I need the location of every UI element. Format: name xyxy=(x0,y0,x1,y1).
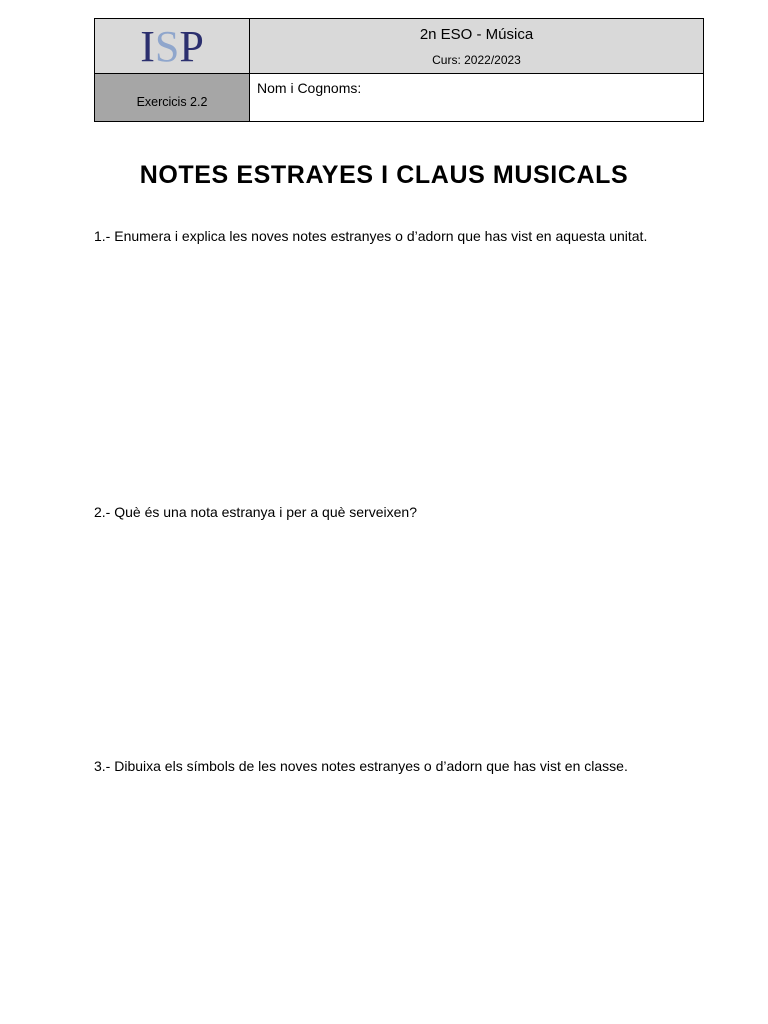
question-2: 2.- Què és una nota estranya i per a què serveixen? xyxy=(94,504,417,520)
name-label: Nom i Cognoms: xyxy=(257,80,362,96)
course-year: Curs: 2022/2023 xyxy=(432,53,521,67)
header-table xyxy=(94,18,704,122)
name-field[interactable] xyxy=(250,74,703,121)
question-1: 1.- Enumera i explica les noves notes estranyes o d’adorn que has vist en aquesta unitat. xyxy=(94,228,648,244)
course-cell xyxy=(250,19,703,74)
question-3: 3.- Dibuixa els símbols de les noves notes estranyes o d’adorn que has vist en classe. xyxy=(94,758,628,774)
school-logo: ISP xyxy=(140,22,204,71)
page-title: NOTES ESTRAYES I CLAUS MUSICALS xyxy=(139,161,629,189)
logo-cell xyxy=(95,19,250,74)
answer-area-1[interactable] xyxy=(94,250,704,490)
exercise-cell xyxy=(95,74,250,121)
answer-area-2[interactable] xyxy=(94,526,704,746)
answer-area-3[interactable] xyxy=(94,780,704,1000)
course-title: 2n ESO - Música xyxy=(419,26,534,43)
exercise-label: Exercicis 2.2 xyxy=(136,95,208,109)
